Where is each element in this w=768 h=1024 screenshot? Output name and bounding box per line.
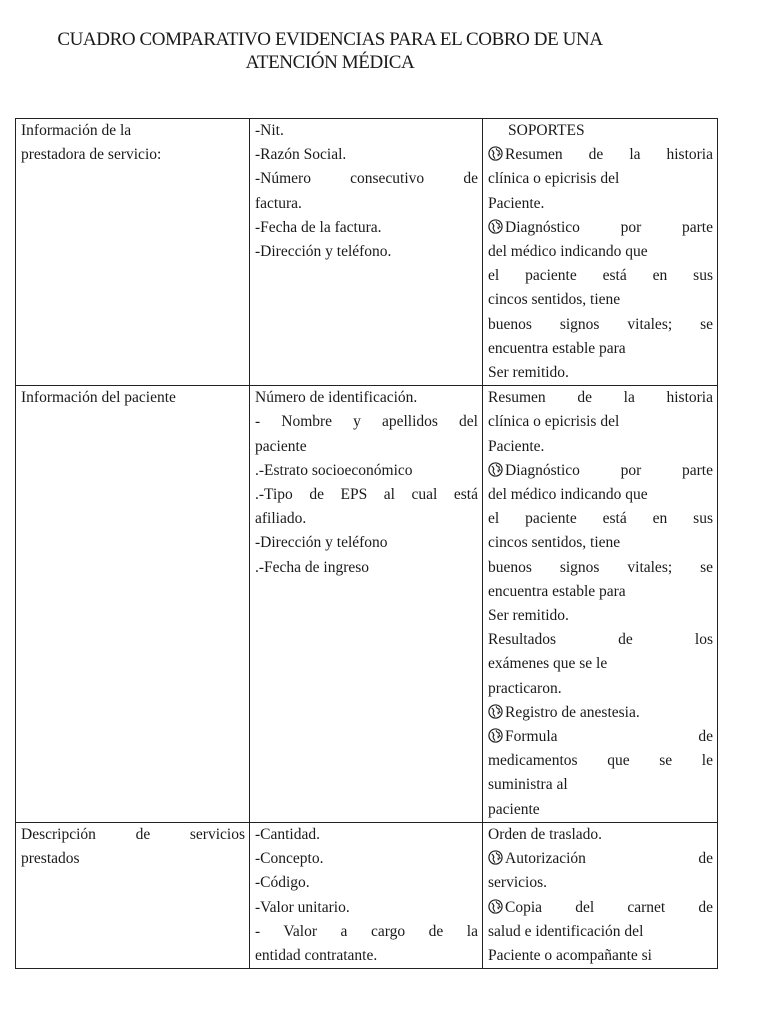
globe-bullet-icon [488,462,503,477]
support-item: del médico indicando que [488,486,648,504]
field-item: -Nit. [255,122,284,139]
support-item: buenos signos vitales; se [488,558,713,576]
table-row [16,822,718,968]
field-item: .-Estrato socioeconómico [255,461,413,479]
category-cell [16,822,250,968]
supports-cell [483,386,718,823]
support-item: buenos signos vitales; se [488,315,713,333]
support-text: Registro de anestesia. [505,703,640,721]
globe-bullet-icon [488,146,503,161]
support-text: Diagnóstico por parte [505,461,713,479]
support-item: el paciente está en sus [488,510,713,528]
field-item: -Razón Social. [255,146,347,164]
support-item: Resumen de la historia [488,389,713,407]
category-text: Descripción de servicios [21,825,245,843]
support-item [488,896,713,920]
field-item: - Valor a cargo de la [255,922,478,940]
support-text: Diagnóstico por parte [505,218,713,236]
comparison-table [15,118,718,969]
field-item: -Valor unitario. [255,898,350,916]
field-item: -Dirección y teléfono [255,534,388,552]
field-item: afiliado. [255,510,307,528]
globe-bullet-icon [488,704,503,719]
support-item: Ser remitido. [488,607,569,625]
support-item [488,459,713,483]
support-item: salud e identificación del [488,922,644,940]
support-item: Orden de traslado. [488,825,603,843]
globe-bullet-icon [488,728,503,743]
table-row [16,386,718,823]
field-item: -Fecha de la factura. [255,218,382,236]
supports-cell [483,822,718,968]
field-item: .-Fecha de ingreso [255,558,370,576]
supports-cell [483,119,718,386]
support-item [488,725,713,749]
field-item: entidad contratante. [255,946,378,964]
title-line-1: CUADRO COMPARATIVO EVIDENCIAS PARA EL COBRO DE UNA [57,29,603,50]
support-item [488,216,713,240]
support-item: encuentra estable para [488,339,626,357]
support-item: Resultados de los [488,631,713,649]
field-item: -Concepto. [255,850,324,868]
globe-bullet-icon [488,850,503,865]
category-text: prestadora de servicio: [21,146,162,164]
support-item: servicios. [488,874,547,892]
support-text: Autorización de [505,850,713,868]
support-text: Formula de [505,728,713,746]
support-item: cincos sentidos, tiene [488,291,621,309]
field-item: Número de identificación. [255,389,418,407]
support-item: suministra al [488,776,568,794]
fields-cell [250,822,483,968]
field-item: -Código. [255,874,310,892]
support-item [488,143,713,167]
field-item: -Número consecutivo de [255,170,478,188]
globe-bullet-icon [488,899,503,914]
support-item: medicamentos que se le [488,752,713,770]
field-item: paciente [255,437,307,455]
title-line-2: ATENCIÓN MÉDICA [245,52,415,73]
support-item: cincos sentidos, tiene [488,534,621,552]
support-item: Ser remitido. [488,364,569,382]
category-cell [16,119,250,386]
support-item: exámenes que se le [488,655,608,673]
fields-cell [250,386,483,823]
support-text: Resumen de la historia [505,146,713,164]
support-item: Paciente. [488,437,545,455]
support-item: del médico indicando que [488,243,648,261]
category-text: Información de la [21,122,132,139]
table-row [16,119,718,386]
support-item: clínica o epicrisis del [488,413,620,431]
support-item [488,701,713,725]
support-item: practicaron. [488,679,562,697]
field-item: -Cantidad. [255,825,320,843]
field-item: .-Tipo de EPS al cual está [255,486,478,504]
category-cell [16,386,250,823]
category-text: prestados [21,850,80,868]
fields-cell [250,119,483,386]
support-item: paciente [488,800,540,818]
supports-header: SOPORTES [508,122,585,139]
field-item: -Dirección y teléfono. [255,243,392,261]
globe-bullet-icon [488,219,503,234]
field-item: factura. [255,194,302,212]
support-item: Paciente o acompañante si [488,946,652,964]
category-text: Información del paciente [21,389,176,407]
support-item: el paciente está en sus [488,267,713,285]
support-item [488,847,713,871]
field-item: - Nombre y apellidos del [255,413,478,431]
support-text: Copia del carnet de [505,898,713,916]
support-item: clínica o epicrisis del [488,170,620,188]
support-item: Paciente. [488,194,545,212]
support-item: encuentra estable para [488,582,626,600]
document-title [0,28,660,74]
